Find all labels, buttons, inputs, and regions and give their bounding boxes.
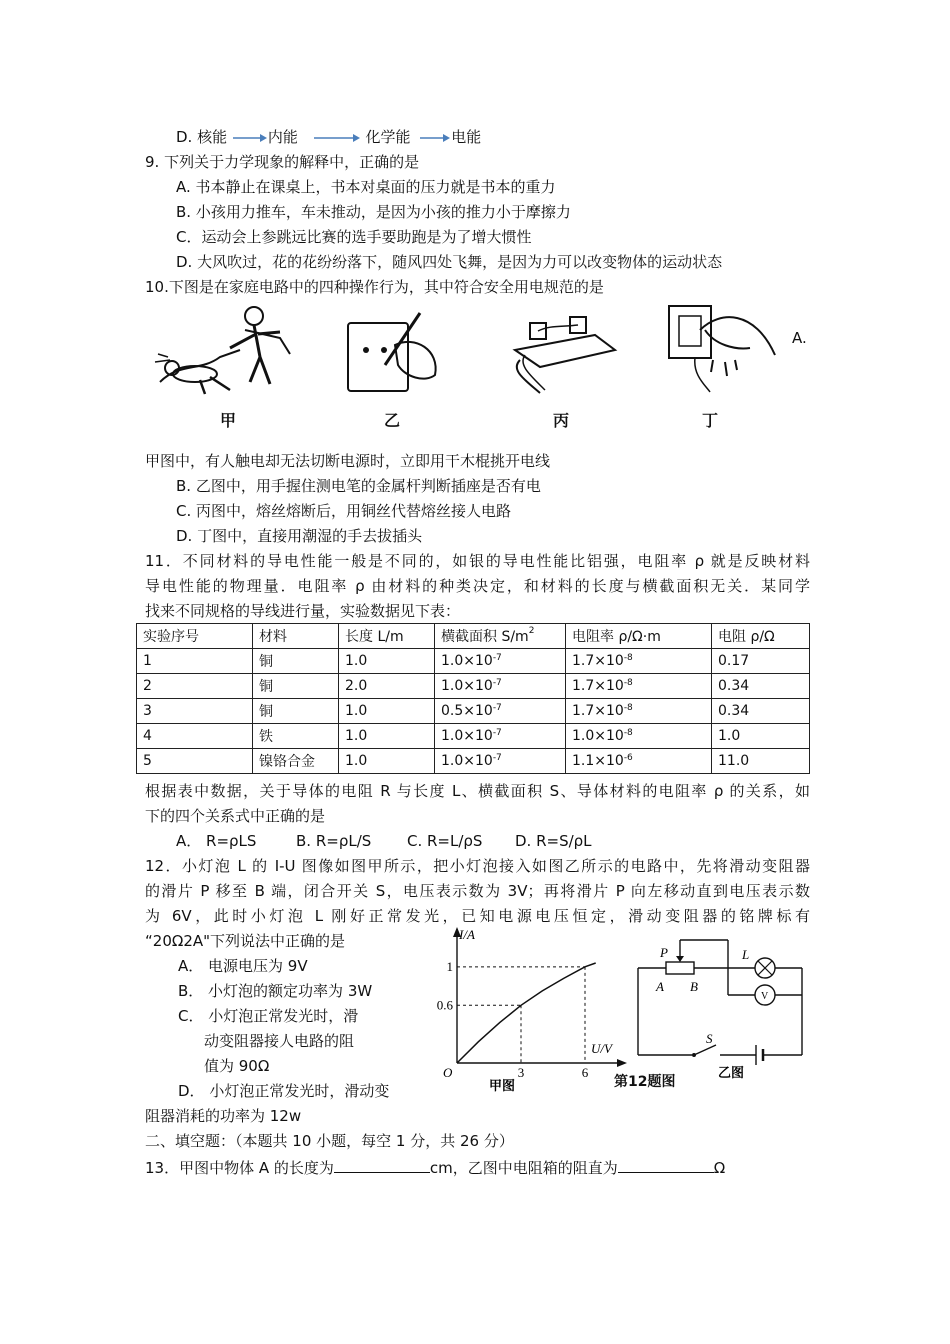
q9-option-c: C．运动会上参跳远比赛的选手要助跑是为了增大惯性 — [176, 228, 532, 246]
q11-data-table — [136, 623, 810, 774]
q11-choice-a: A． R=ρLS — [176, 832, 257, 850]
term-nuclear: 核能 — [197, 128, 228, 146]
cell-material: 铜 — [253, 649, 339, 674]
q12-option-d: D． 小灯泡正常发光时，滑动变 — [178, 1082, 390, 1100]
q11-after-1: 根据表中数据，关于导体的电阻 R 与长度 L、横截面积 S、导体材料的电阻率 ρ 的关系，如 — [145, 782, 810, 800]
q12-line-2: 的滑片 P 移至 B 端，闭合开关 S，电压表示数为 3V；再将滑片 P 向左移动直到电压表示数 — [145, 882, 810, 900]
section-2-heading: 二、填空题：（本题共 10 小题，每空 1 分，共 26 分） — [145, 1132, 514, 1150]
q12-option-c-cont1: 动变阻器接人电路的阻 — [204, 1032, 355, 1050]
cell-area: $1.0\times 10^{-7}$ — [435, 749, 566, 774]
origin-label: O — [443, 1065, 453, 1080]
header-cell: 实验序号 — [137, 624, 253, 649]
q10-stem: 10.下图是在家庭电路中的四种操作行为，其中符合安全用电规范的是 — [145, 278, 604, 296]
cell-area: $0.5\times 10^{-7}$ — [435, 699, 566, 724]
label-l: L — [742, 947, 750, 962]
q11-line-3: 找来不同规格的导线进行量，实验数据见下表： — [145, 602, 461, 620]
cell-index: 2 — [137, 674, 253, 699]
cell-resistivity: $1.7\times 10^{-8}$ — [566, 649, 712, 674]
x-axis-label: U/V — [591, 1041, 612, 1056]
figure-bing-fuse — [500, 305, 625, 395]
cell-resistance: 0.17 — [712, 649, 810, 674]
caption-yi: 乙 — [384, 411, 401, 430]
cell-material: 镍铬合金 — [253, 749, 339, 774]
cell-area: $1.0\times 10^{-7}$ — [435, 724, 566, 749]
q12-line-4: “20Ω2A"下列说法中正确的是 — [145, 932, 346, 950]
cell-resistivity: $1.7\times 10^{-8}$ — [566, 699, 712, 724]
q9-option-d: D. 大风吹过，花的花纷纷落下，随风四处飞舞，是因为力可以改变物体的运动状态 — [176, 253, 723, 271]
x-tick-label: 3 — [517, 1065, 525, 1080]
header-cell: 横截面积 $S/m^2$ — [435, 624, 566, 649]
cell-length: 1.0 — [339, 724, 435, 749]
cell-length: 1.0 — [339, 699, 435, 724]
q12-option-c-cont2: 值为 90Ω — [204, 1057, 270, 1075]
cell-area: $1.0\times 10^{-7}$ — [435, 674, 566, 699]
q9-option-b: B. 小孩用力推车，车未推动，是因为小孩的推力小于摩擦力 — [176, 203, 571, 221]
answer-blank-length[interactable] — [334, 1156, 430, 1173]
q10-option-a-marker: A. — [792, 329, 807, 347]
header-cell: 长度 L/m — [339, 624, 435, 649]
label-a: A — [656, 979, 664, 994]
q12-line-1: 12．小灯泡 L 的 I-U 图像如图甲所示，把小灯泡接入如图乙所示的电路中，先将滑动变阻器 — [145, 857, 810, 875]
table-row — [137, 649, 810, 674]
term-internal: 内能 — [267, 128, 298, 146]
label-p: P — [660, 945, 668, 960]
label-v: V — [761, 991, 769, 1002]
cell-resistance: 0.34 — [712, 674, 810, 699]
circuit-caption: 乙图 — [718, 1065, 745, 1080]
q11-choice-c: C. R=L/ρS — [407, 832, 483, 850]
caption-ding: 丁 — [702, 411, 719, 430]
table-row — [137, 674, 810, 699]
switch-icon — [694, 1045, 716, 1055]
q11-choice-b: B. R=ρL/S — [296, 832, 372, 850]
cell-area: $1.0\times 10^{-7}$ — [435, 649, 566, 674]
q10-option-c: C. 丙图中，熔丝熔断后，用铜丝代替熔丝接人电路 — [176, 502, 512, 520]
caption-bing: 丙 — [553, 411, 570, 430]
figure-title: 第12题图 — [614, 1074, 676, 1090]
table-row — [137, 724, 810, 749]
cell-resistance: 1.0 — [712, 724, 810, 749]
table-row — [137, 749, 810, 774]
q9-stem: 9. 下列关于力学现象的解释中，正确的是 — [145, 153, 420, 171]
q12-option-d-cont: 阻器消耗的功率为 12w — [145, 1107, 302, 1125]
q12-line-3: 为 6V，此时小灯泡 L 刚好正常发光，已知电源电压恒定，滑动变阻器的铭牌标有 — [145, 907, 810, 925]
label-s: S — [706, 1031, 713, 1046]
q9-option-a: A. 书本静止在课桌上，书本对桌面的压力就是书本的重力 — [176, 178, 556, 196]
rheostat — [666, 962, 694, 974]
q12-option-c: C． 小灯泡正常发光时，滑 — [178, 1007, 359, 1025]
graph-caption: 甲图 — [489, 1078, 516, 1093]
figure-yi-tester — [340, 305, 450, 395]
cell-length: 1.0 — [339, 649, 435, 674]
header-cell: 电阻 ρ/Ω — [712, 624, 810, 649]
cell-resistance: 11.0 — [712, 749, 810, 774]
cell-index: 3 — [137, 699, 253, 724]
answer-blank-resistance[interactable] — [618, 1156, 714, 1173]
iu-graph — [425, 925, 630, 1095]
arrow-icon — [232, 132, 268, 144]
q10-option-d: D. 丁图中，直接用潮湿的手去拔插头 — [176, 527, 423, 545]
caption-jia: 甲 — [220, 411, 237, 430]
circuit-diagram — [630, 935, 810, 1085]
figure-jia-rescue — [150, 302, 300, 397]
y-tick-label: 0.6 — [436, 997, 453, 1013]
cell-length: 1.0 — [339, 749, 435, 774]
q8-option-d: D. 核能 内能 化学能 电能 — [176, 128, 482, 146]
cell-index: 4 — [137, 724, 253, 749]
cell-material: 铜 — [253, 699, 339, 724]
arrow-icon — [419, 132, 451, 144]
cell-index: 5 — [137, 749, 253, 774]
arrow-icon — [313, 132, 361, 144]
y-axis-label: I/A — [459, 927, 475, 942]
cell-resistivity: $1.7\times 10^{-8}$ — [566, 674, 712, 699]
term-chemical: 化学能 — [365, 128, 411, 146]
label-b: B — [690, 979, 698, 994]
q11-after-2: 下的四个关系式中正确的是 — [145, 807, 326, 825]
table-row — [137, 699, 810, 724]
q11-line-1: 11．不同材料的导电性能一般是不同的，如银的导电性能比铝强，电阻率 ρ 就是反映材料 — [145, 552, 810, 570]
figure-ding-plug — [665, 300, 785, 395]
x-tick-label: 6 — [581, 1065, 589, 1080]
cell-resistivity: $1.0\times 10^{-8}$ — [566, 724, 712, 749]
q12-option-a: A． 电源电压为 9V — [178, 957, 308, 975]
q11-line-2: 导电性能的物理量．电阻率 ρ 由材料的种类决定，和材料的长度与横截面积无关．某同学 — [145, 577, 810, 595]
q10-option-a-text: 甲图中，有人触电却无法切断电源时，立即用干木棍挑开电线 — [145, 452, 551, 470]
cell-material: 铜 — [253, 674, 339, 699]
cell-resistivity: $1.1\times 10^{-6}$ — [566, 749, 712, 774]
table-header-row — [137, 624, 810, 649]
header-cell: 材料 — [253, 624, 339, 649]
cell-index: 1 — [137, 649, 253, 674]
y-tick-label: 1 — [446, 958, 453, 974]
q12-option-b: B． 小灯泡的额定功率为 3W — [178, 982, 373, 1000]
cell-resistance: 0.34 — [712, 699, 810, 724]
q13: 13．甲图中物体 A 的长度为 cm，乙图中电阻箱的阻直为 Ω — [145, 1156, 725, 1178]
term-electric: 电能 — [451, 128, 482, 146]
q11-choice-d: D. R=S/ρL — [515, 832, 592, 850]
header-cell: 电阻率 ρ/Ω·m — [566, 624, 712, 649]
cell-material: 铁 — [253, 724, 339, 749]
cell-length: 2.0 — [339, 674, 435, 699]
iu-curve — [457, 963, 596, 1063]
q10-option-b: B. 乙图中，用手握住测电笔的金属杆判断插座是否有电 — [176, 477, 541, 495]
